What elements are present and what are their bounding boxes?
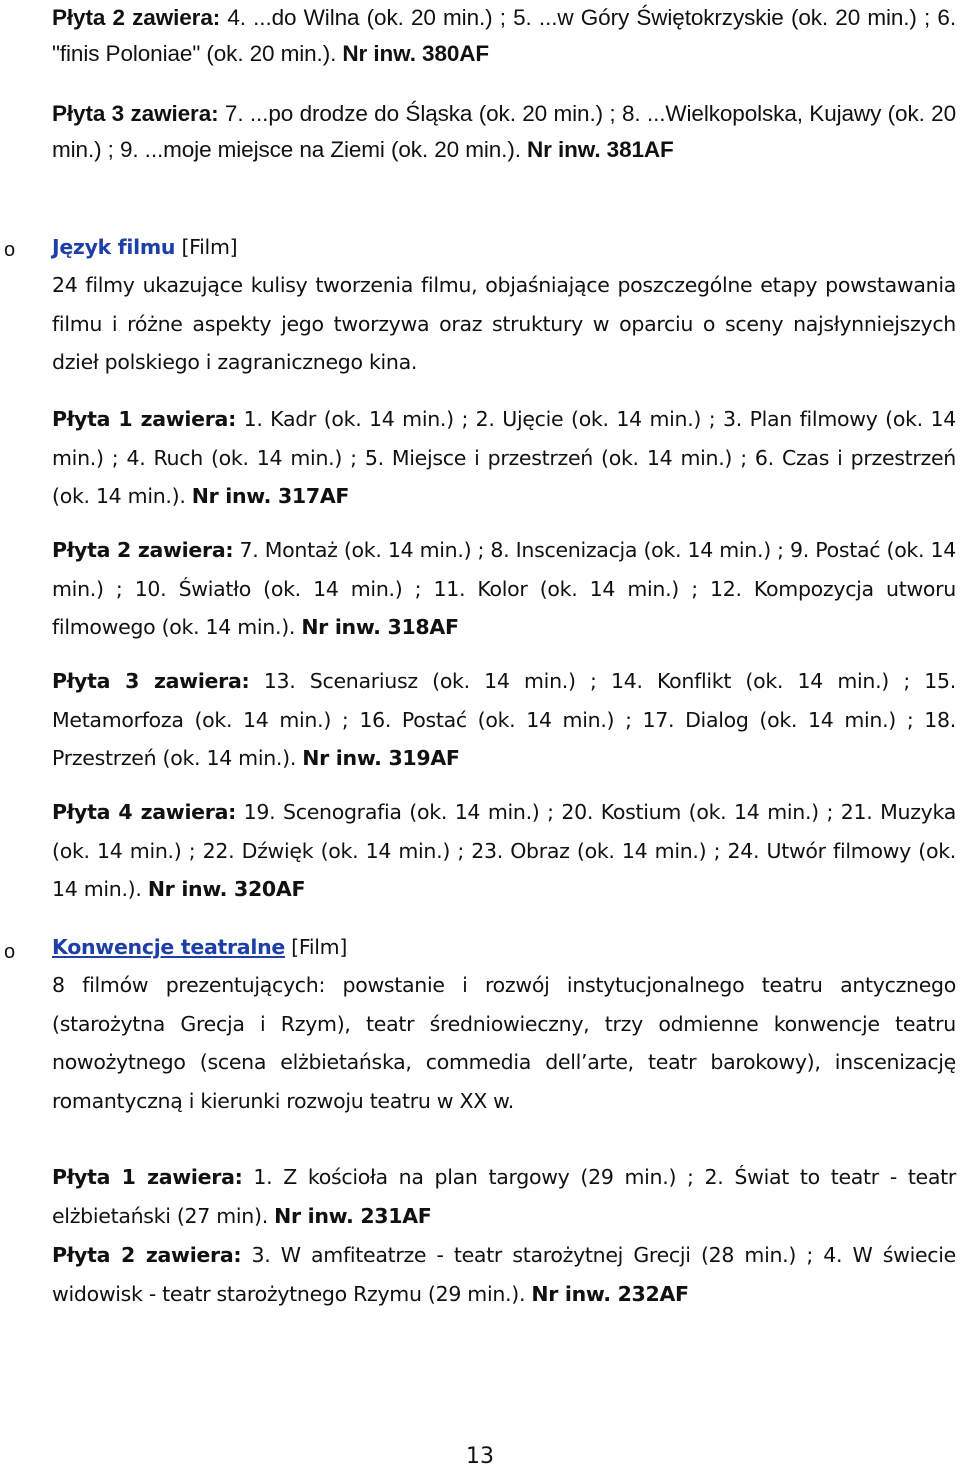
disc-label: Płyta 3 zawiera: (52, 669, 250, 693)
disc-text: 3. W amfiteatrze - teatr starożytnej Grecji (28 min.) ; 4. W świecie widowisk - teatr starożytnego Rzymu (29 min.). (52, 1243, 956, 1306)
disc-label: Płyta 2 zawiera: (52, 5, 221, 30)
list-bullet: o (4, 239, 16, 261)
disc-text: 1. Kadr (ok. 14 min.) ; 2. Ujęcie (ok. 14 min.) ; 3. Plan filmowy (ok. 14 min.) ; 4. Ruch (ok. 14 min.) ; 5. Miejsce i przestrzeń (ok. 14 min.) ; 6. Czas i przestrzeń (ok. 14 min.). (52, 407, 956, 508)
page-number: 13 (466, 1444, 494, 1469)
disc-text: 1. Z kościoła na plan targowy (29 min.) ; 2. Świat to teatr - teatr elżbietański (27 min). (52, 1165, 956, 1228)
section-heading (52, 928, 956, 967)
disc-entry (52, 96, 956, 168)
inventory-number: Nr inw. 317AF (191, 484, 350, 508)
disc-entry (52, 662, 956, 778)
inventory-number: Nr inw. 381AF (527, 137, 674, 162)
inventory-number: Nr inw. 232AF (531, 1281, 689, 1306)
section-description: 8 filmów prezentujących: powstanie i rozwój instytucjonalnego teatru antycznego (starożytna Grecja i Rzym), teatr średniowieczny, trzy odmienne konwencje teatru nowożytnego (scena elżbietańska, commedia dell’arte, teatr barokowy), inscenizację romantyczną i kierunki rozwoju teatru w XX w. (52, 973, 956, 1113)
disc-text: 7. Montaż (ok. 14 min.) ; 8. Inscenizacja (ok. 14 min.) ; 9. Postać (ok. 14 min.) ; 10. Światło (ok. 14 min.) ; 11. Kolor (ok. 14 min.) ; 12. Kompozycja utworu filmowego (ok. 14 min.). (52, 538, 956, 639)
disc-entry (52, 531, 956, 647)
disc-label: Płyta 3 zawiera: (52, 101, 219, 126)
inventory-number: Nr inw. 380AF (342, 41, 490, 66)
disc-label: Płyta 1 zawiera: (52, 407, 236, 431)
disc-label: Płyta 2 zawiera: (52, 1243, 242, 1267)
disc-text: 13. Scenariusz (ok. 14 min.) ; 14. Konflikt (ok. 14 min.) ; 15. Metamorfoza (ok. 14 min.) ; 16. Postać (ok. 14 min.) ; 17. Dialog (ok. 14 min.) ; 18. Przestrzeń (ok. 14 min.). (52, 669, 956, 770)
disc-text: 7. ...po drodze do Śląska (ok. 20 min.) ; 8. ...Wielkopolska, Kujawy (ok. 20 min.) ; 9. ...moje miejsce na Ziemi (ok. 20 min.). (52, 101, 956, 162)
disc-label: Płyta 2 zawiera: (52, 538, 234, 562)
disc-text: 4. ...do Wilna (ok. 20 min.) ; 5. ...w Góry Świętokrzyskie (ok. 20 min.) ; 6. "finis Poloniae" (ok. 20 min.). (52, 5, 956, 66)
inventory-number: Nr inw. 320AF (147, 877, 306, 901)
disc-entry (52, 1158, 956, 1235)
section-tag: [Film] (175, 235, 238, 259)
disc-label: Płyta 4 zawiera: (52, 800, 237, 824)
disc-entry (52, 793, 956, 909)
inventory-number: Nr inw. 318AF (301, 615, 459, 639)
section-description: 24 filmy ukazujące kulisy tworzenia filmu, objaśniające poszczególne etapy powstawania filmu i różne aspekty jego tworzywa oraz struktury w oparciu o sceny najsłynniejszych dzieł polskiego i zagranicznego kina. (52, 273, 956, 374)
section-heading (52, 228, 956, 267)
inventory-number: Nr inw. 231AF (274, 1203, 432, 1228)
disc-entry (52, 0, 956, 72)
disc-entry (52, 400, 956, 516)
section-title-link[interactable]: Konwencje teatralne (52, 935, 285, 959)
section-title: Język filmu (52, 235, 176, 259)
section-tag: [Film] (284, 935, 348, 959)
inventory-number: Nr inw. 319AF (302, 746, 460, 770)
disc-text: 19. Scenografia (ok. 14 min.) ; 20. Kostium (ok. 14 min.) ; 21. Muzyka (ok. 14 min.) ; 22. Dźwięk (ok. 14 min.) ; 23. Obraz (ok. 14 min.) ; 24. Utwór filmowy (ok. 14 min.). (52, 800, 956, 901)
disc-entry (52, 1236, 956, 1313)
disc-label: Płyta 1 zawiera: (52, 1165, 243, 1189)
list-bullet: o (4, 941, 16, 963)
